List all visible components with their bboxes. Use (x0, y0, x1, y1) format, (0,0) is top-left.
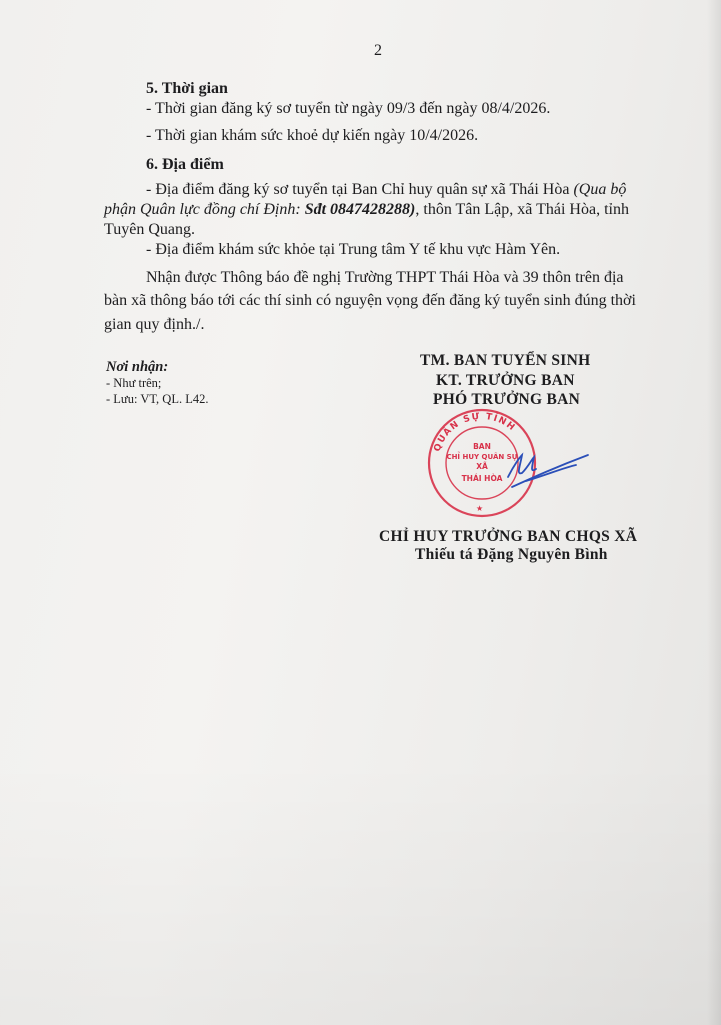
closing-line1: Nhận được Thông báo đề nghị Trường THPT Thái Hòa và 39 thôn trên địa (146, 269, 624, 286)
registration-location-note: (Qua bộ (573, 181, 627, 198)
recipients-title: Nơi nhận: (106, 359, 169, 375)
section-5-heading: 5. Thời gian (146, 80, 228, 97)
registration-period: - Thời gian đăng ký sơ tuyển từ ngày 09/3 đến ngày 08/4/2026. (146, 100, 551, 117)
recipient-item: - Lưu: VT, QL. L42. (106, 392, 209, 406)
signature-line-3: PHÓ TRƯỞNG BAN (433, 391, 581, 408)
seal-text-4: THÁI HÒA (461, 474, 503, 483)
seal-text-1: BAN (473, 442, 491, 451)
page-edge-shadow (707, 0, 721, 1025)
section-6-heading: 6. Địa điểm (146, 156, 224, 173)
health-check-location: - Địa điểm khám sức khỏe tại Trung tâm Y tế khu vực Hàm Yên. (146, 241, 561, 258)
registration-location-line3: Tuyên Quang. (104, 221, 195, 238)
seal-ring-text: QUÂN SỰ TỈNH (432, 411, 518, 454)
seal-star: ★ (476, 504, 484, 513)
page-shadow (0, 760, 721, 1025)
signer-position: CHỈ HUY TRƯỞNG BAN CHQS XÃ (379, 528, 638, 545)
registration-address: , thôn Tân Lập, xã Thái Hòa, tỉnh (415, 201, 629, 218)
contact-person: phận Quân lực đồng chí Định: (104, 201, 305, 218)
health-check-date: - Thời gian khám sức khoẻ dự kiến ngày 10/4/2026. (146, 127, 479, 144)
seal-text-2: CHỈ HUY QUÂN SỰ (446, 453, 518, 461)
handwritten-signature (508, 455, 588, 487)
closing-line2: bàn xã thông báo tới các thí sinh có nguyện vọng đến đăng ký tuyển sinh đúng thời (104, 292, 636, 309)
closing-line3: gian quy định./. (104, 316, 205, 333)
seal-text-3: XÃ (476, 462, 488, 471)
signature-line-2: KT. TRƯỞNG BAN (436, 372, 575, 389)
registration-location-line1 (146, 180, 626, 200)
contact-phone: Sđt 0847428288) (304, 201, 416, 218)
registration-location-text: - Địa điểm đăng ký sơ tuyển tại Ban Chỉ huy quân sự xã Thái Hòa (146, 181, 574, 198)
signature-line-1: TM. BAN TUYỂN SINH (420, 352, 591, 369)
recipient-item: - Như trên; (106, 376, 162, 390)
page-number: 2 (374, 42, 382, 59)
official-seal (416, 407, 592, 519)
signer-name: Thiếu tá Đặng Nguyên Bình (415, 546, 608, 563)
registration-location-line2 (104, 200, 629, 220)
